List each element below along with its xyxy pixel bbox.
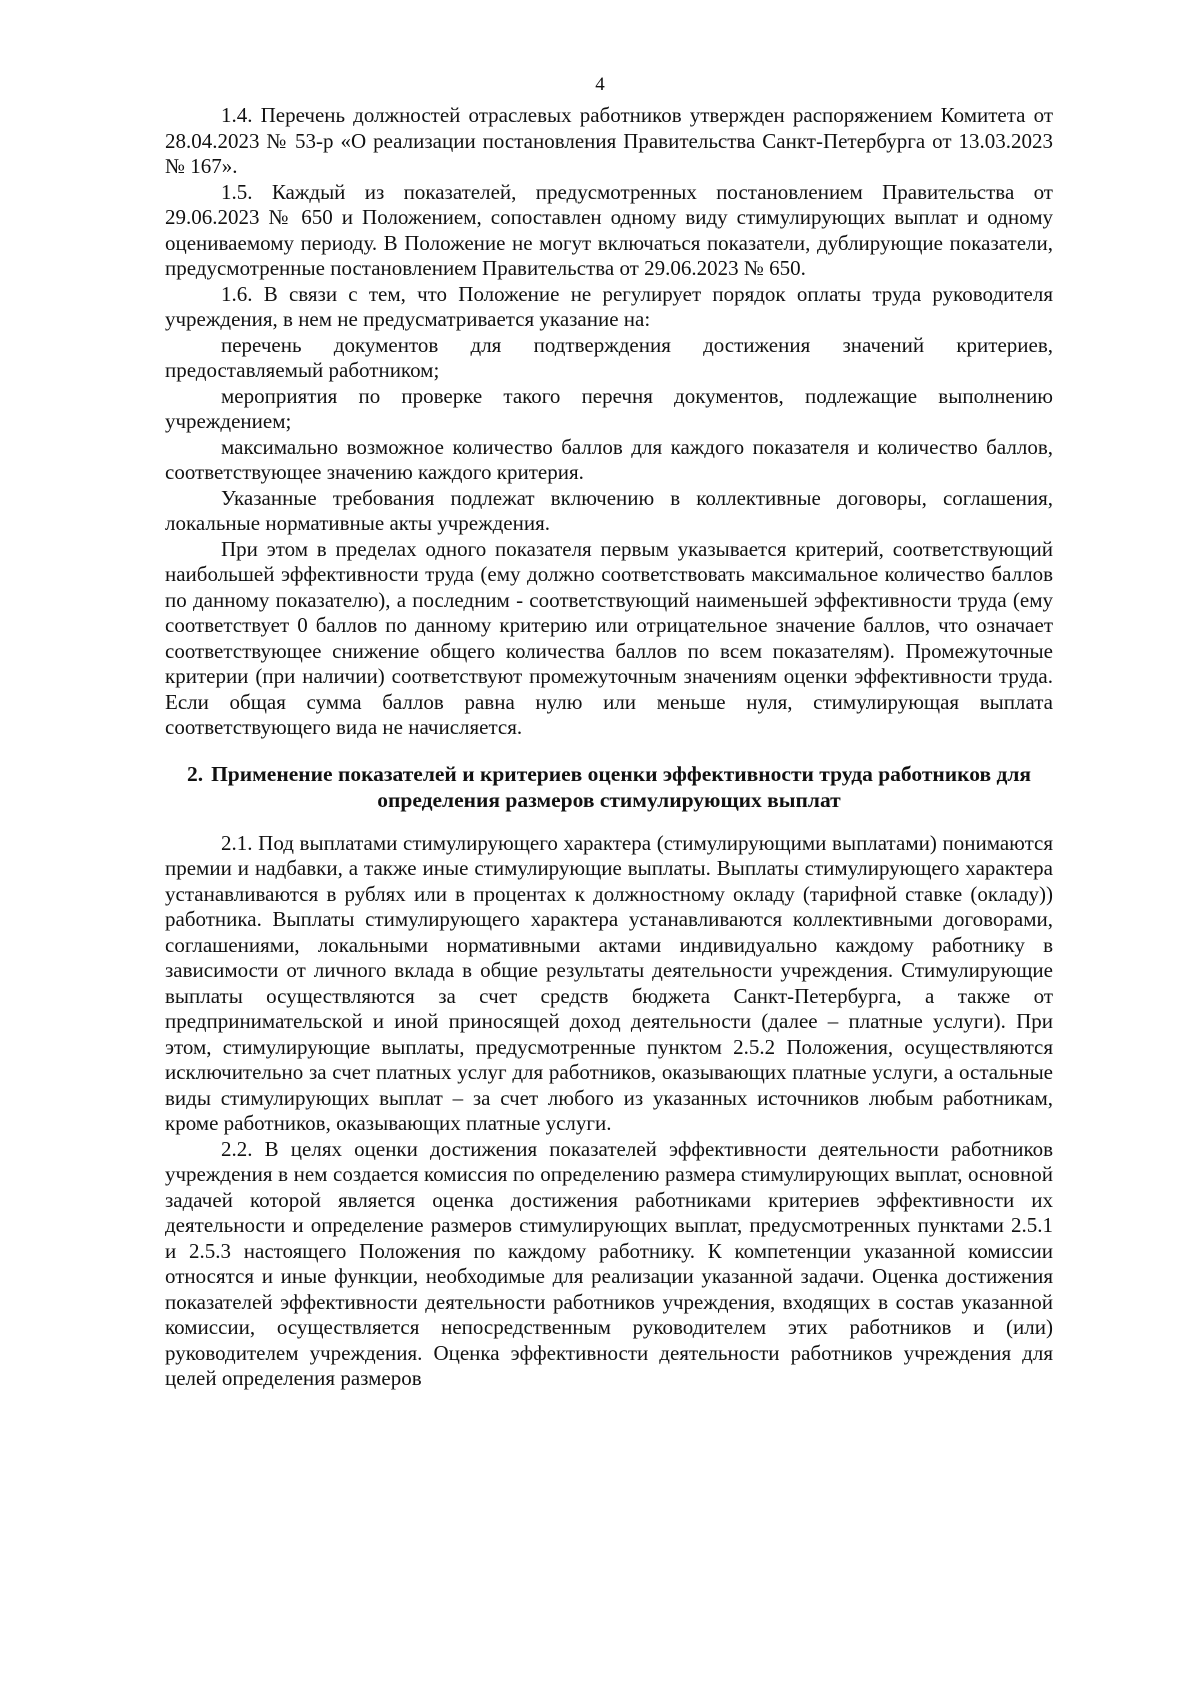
list-item-max-points: максимально возможное количество баллов для каждого показателя и количество баллов, соответствующее значению каждого критерия. <box>165 434 1053 484</box>
section-2-number: 2. <box>186 761 204 786</box>
document-body <box>165 103 1053 1392</box>
paragraph-2-2: 2.2. В целях оценки достижения показателей эффективности деятельности работников учреждения в нем создается комиссия по определению размера стимулирующих выплат, основной задачей которой является оценка достижения работниками критериев эффективности их деятельности и определение размеров стимулирующих выплат, предусмотренных пунктами 2.5.1 и 2.5.3 настоящего Положения по каждому работнику. К компетенции указанной комиссии относятся и иные функции, необходимые для реализации указанной задачи. Оценка достижения показателей эффективности деятельности работников учреждения, входящих в состав указанной комиссии, осуществляется непосредственным руководителем этих работников и (или) руководителем учреждения. Оценка эффективности деятельности работников учреждения для целей определения размеров <box>165 1136 1053 1390</box>
page-number: 4 <box>595 74 605 95</box>
paragraph-1-6: 1.6. В связи с тем, что Положение не регулирует порядок оплаты труда руководителя учреждения, в нем не предусматривается указание на: <box>165 281 1053 331</box>
section-2-title: Применение показателей и критериев оценки эффективности труда работников для определения размеров стимулирующих выплат <box>211 761 1032 812</box>
paragraph-2-1: 2.1. Под выплатами стимулирующего характера (стимулирующими выплатами) понимаются премии и надбавки, а также иные стимулирующие выплаты. Выплаты стимулирующего характера устанавливаются в рублях или в процентах к должностному окладу (тарифной ставке (окладу)) работника. Выплаты стимулирующего характера устанавливаются коллективными договорами, соглашениями, локальными нормативными актами индивидуально каждому работнику в зависимости от личного вклада в общие результаты деятельности учреждения. Стимулирующие выплаты осуществляются за счет средств бюджета Санкт-Петербурга, а также от предпринимательской и иной приносящей доход деятельности (далее – платные услуги). При этом, стимулирующие выплаты, предусмотренные пунктом 2.5.2 Положения, осуществляются исключительно за счет платных услуг для работников, оказывающих платные услуги, а остальные виды стимулирующих выплат – за счет любого из указанных источников любым работникам, кроме работников, оказывающих платные услуги. <box>165 830 1053 1135</box>
section-2-heading <box>165 761 1053 813</box>
paragraph-criteria-order: При этом в пределах одного показателя первым указывается критерий, соответствующий наибольшей эффективности труда (ему должно соответствовать максимальное количество баллов по данному показателю), а последним - соответствующий наименьшей эффективности труда (ему соответствует 0 баллов по данному критерию или отрицательное значение баллов, что означает соответствующее снижение общего количества баллов по всем показателям). Промежуточные критерии (при наличии) соответствуют промежуточным значениям оценки эффективности труда. Если общая сумма баллов равна нулю или меньше нуля, стимулирующая выплата соответствующего вида не начисляется. <box>165 536 1053 739</box>
paragraph-requirements: Указанные требования подлежат включению в коллективные договоры, соглашения, локальные нормативные акты учреждения. <box>165 485 1053 535</box>
paragraph-1-5: 1.5. Каждый из показателей, предусмотренных постановлением Правительства от 29.06.2023 № 650 и Положением, сопоставлен одному виду стимулирующих выплат и одному оцениваемому периоду. В Положение не могут включаться показатели, дублирующие показатели, предусмотренные постановлением Правительства от 29.06.2023 № 650. <box>165 179 1053 280</box>
list-item-documents: перечень документов для подтверждения достижения значений критериев, предоставляемый работником; <box>165 332 1053 382</box>
paragraph-1-4: 1.4. Перечень должностей отраслевых работников утвержден распоряжением Комитета от 28.04.2023 № 53-р «О реализации постановления Правительства Санкт-Петербурга от 13.03.2023 № 167». <box>165 103 1053 178</box>
list-item-measures: мероприятия по проверке такого перечня документов, подлежащие выполнению учреждением; <box>165 383 1053 433</box>
